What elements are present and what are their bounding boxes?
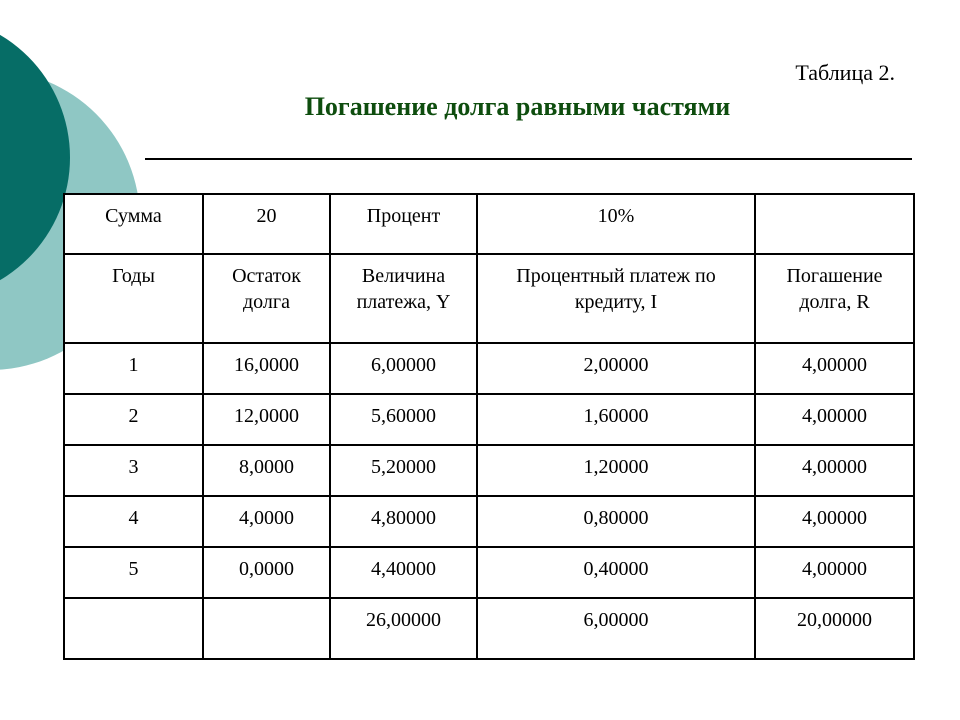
table-cell: 12,0000 — [203, 394, 330, 445]
totals-cell: 20,00000 — [755, 598, 914, 659]
table-cell: 5,20000 — [330, 445, 477, 496]
totals-cell — [203, 598, 330, 659]
table-cell: 4,40000 — [330, 547, 477, 598]
table-cell: 4,00000 — [755, 547, 914, 598]
table-cell: 0,0000 — [203, 547, 330, 598]
totals-cell: 6,00000 — [477, 598, 755, 659]
table-cell: 0,40000 — [477, 547, 755, 598]
table-row — [64, 496, 914, 547]
params-row — [64, 194, 914, 254]
table-cell: 2,00000 — [477, 343, 755, 394]
totals-row — [64, 598, 914, 659]
table-cell: 16,0000 — [203, 343, 330, 394]
title-divider — [145, 158, 912, 160]
table-cell: 5 — [64, 547, 203, 598]
column-header: Остаток долга — [203, 254, 330, 343]
totals-cell: 26,00000 — [330, 598, 477, 659]
params-cell: Сумма — [64, 194, 203, 254]
table-cell: 4,0000 — [203, 496, 330, 547]
table-cell: 4,00000 — [755, 343, 914, 394]
table-row — [64, 445, 914, 496]
params-cell — [755, 194, 914, 254]
totals-cell — [64, 598, 203, 659]
table-cell: 0,80000 — [477, 496, 755, 547]
slide-title: Погашение долга равными частями — [304, 92, 731, 121]
column-header: Погашение долга, R — [755, 254, 914, 343]
column-header: Величина платежа, Y — [330, 254, 477, 343]
header-row — [64, 254, 914, 343]
table-cell: 1,60000 — [477, 394, 755, 445]
table-row — [64, 343, 914, 394]
table-cell: 6,00000 — [330, 343, 477, 394]
table-number-label: Таблица 2. — [795, 60, 895, 85]
table-cell: 3 — [64, 445, 203, 496]
table-cell: 4,80000 — [330, 496, 477, 547]
params-cell: 10% — [477, 194, 755, 254]
table-cell: 4,00000 — [755, 445, 914, 496]
table-cell: 8,0000 — [203, 445, 330, 496]
table-cell: 4,00000 — [755, 394, 914, 445]
column-header: Процентный платеж по кредиту, I — [477, 254, 755, 343]
table-cell: 5,60000 — [330, 394, 477, 445]
table-cell: 2 — [64, 394, 203, 445]
debt-repayment-table — [63, 193, 915, 660]
table-cell: 1,20000 — [477, 445, 755, 496]
table-row — [64, 547, 914, 598]
table-cell: 4,00000 — [755, 496, 914, 547]
params-cell: 20 — [203, 194, 330, 254]
table-row — [64, 394, 914, 445]
column-header: Годы — [64, 254, 203, 343]
table-cell: 1 — [64, 343, 203, 394]
params-cell: Процент — [330, 194, 477, 254]
table-cell: 4 — [64, 496, 203, 547]
